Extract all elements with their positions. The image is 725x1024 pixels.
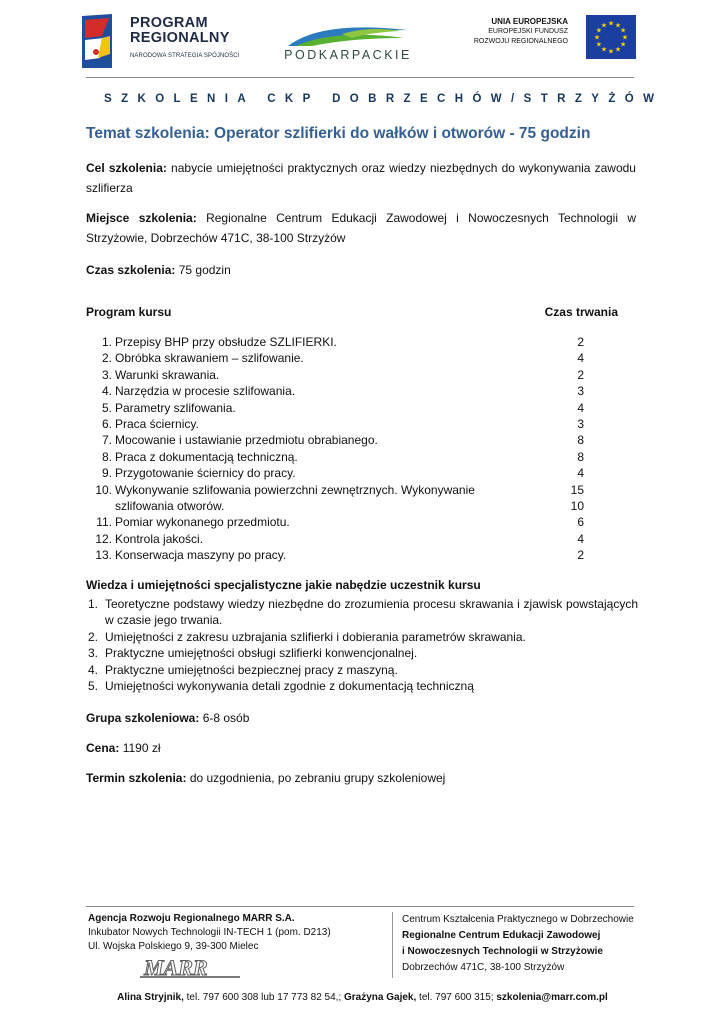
program-item: 10. Wykonywanie szlifowania powierzchni zewnętrznych. Wykonywanie szlifowania otworów. 15 10 [95, 482, 584, 514]
training-banner: SZKOLENIA CKP DOBRZECHÓW/STRZYŻÓW [104, 93, 664, 105]
place-section [86, 208, 636, 248]
program-heading: Program kursu [86, 305, 172, 319]
program-item: 1. Przepisy BHP przy obsłudze SZLIFIERKI. 2 [101, 335, 584, 349]
footer-right-line2: Regionalne Centrum Edukacji Zawodowej [402, 930, 601, 941]
eu-star-icon: ★ [614, 46, 622, 54]
eu-line1: UNIA EUROPEJSKA [491, 17, 568, 26]
term-section [86, 768, 636, 788]
program-header [86, 305, 618, 319]
contact1-name: Alina Stryjnik, [117, 992, 184, 1003]
term-text: do uzgodnienia, po zebraniu grupy szkoleniowej [189, 771, 446, 785]
podkarpackie-hills-icon [282, 22, 414, 48]
program-item: 13. Konserwacja maszyny po pracy. 2 [95, 548, 584, 563]
duration-heading: Czas trwania [544, 305, 618, 319]
footer-left-line1: Agencja Rozwoju Regionalnego MARR S.A. [88, 913, 295, 924]
footer-left-line3: Ul. Wojska Polskiego 9, 39-300 Mielec [88, 941, 259, 952]
eu-star-icon: ★ [600, 46, 608, 54]
skills-item: 1. Teoretyczne podstawy wiedzy niezbędne do zrozumienia procesu skrawania i zjawisk powstających w czasie jego trwania. [87, 597, 638, 628]
skills-item: 2. Umiejętności z zakresu uzbrajania szlifierki i dobierania parametrów skrawania. [87, 629, 526, 644]
goal-label: Cel szkolenia: [86, 161, 167, 175]
eu-star-icon: ★ [595, 41, 603, 49]
footer-left-line2: Inkubator Nowych Technologii IN-TECH 1 (pom. D213) [88, 927, 331, 938]
eu-star-icon: ★ [595, 27, 603, 35]
eu-logo [452, 15, 636, 63]
eu-star-icon: ★ [607, 20, 615, 28]
eu-star-icon: ★ [600, 22, 608, 30]
program-item: 8. Praca z dokumentacją techniczną. 8 [101, 449, 584, 464]
program-item: 6. Praca ściernicy. 3 [101, 417, 584, 432]
program-item: 5. Parametry szlifowania. 4 [101, 400, 584, 415]
price-text: 1190 zł [122, 741, 161, 755]
skills-heading: Wiedza i umiejętności specjalistyczne jakie nabędzie uczestnik kursu [86, 578, 481, 592]
group-text: 6-8 osób [202, 711, 250, 725]
place-text: Regionalne Centrum Edukacji Zawodowej i Nowoczesnych Technologii w Strzyżowie, Dobrzechów 471C, 38-100 Strzyżów [86, 211, 637, 245]
footer-left [88, 912, 331, 954]
time-section [86, 260, 636, 280]
program-item: 4. Narzędzia w procesie szlifowania. 3 [101, 384, 584, 399]
skills-item: 4. Praktyczne umiejętności bezpiecznej pracy z maszyną. [87, 662, 398, 677]
program-line3: NARODOWA STRATEGIA SPÓJNOŚCI [130, 53, 240, 59]
skills-item: 5. Umiejętności wykonywania detali zgodnie z dokumentacją techniczną [87, 679, 474, 694]
eu-star-icon: ★ [593, 34, 601, 42]
program-item: 2. Obróbka skrawaniem – szlifowanie. 4 [101, 351, 584, 366]
skills-item: 3. Praktyczne umiejętności obsługi szlifierki konwencjonalnej. [87, 646, 418, 661]
footer-divider [86, 906, 634, 907]
skills-list [86, 596, 638, 694]
contact-email: szkolenia@marr.com.pl [496, 992, 608, 1003]
program-item: 9. Przygotowanie ściernicy do pracy. 4 [101, 466, 584, 481]
footer-vertical-divider [392, 912, 393, 978]
price-section [86, 738, 636, 758]
program-regionalny-logo [82, 14, 272, 68]
page-title: Temat szkolenia: Operator szlifierki do wałków i otworów - 75 godzin [86, 125, 591, 142]
goal-section [86, 158, 636, 198]
program-item: 3. Warunki skrawania. 2 [101, 367, 584, 382]
program-item: 11. Pomiar wykonanego przedmiotu. 6 [96, 515, 584, 530]
term-label: Termin szkolenia: [86, 771, 187, 785]
marr-logo [140, 954, 240, 982]
podkarpackie-text: PODKARPACKIE [284, 48, 412, 62]
eu-star-icon: ★ [619, 41, 627, 49]
time-label: Czas szkolenia: [86, 263, 176, 277]
footer-right-line4: Dobrzechów 471C, 38-100 Strzyżów [402, 962, 565, 973]
goal-text: nabycie umiejętności praktycznych oraz wiedzy niezbędnych do wykonywania zawodu szlifierza [86, 161, 636, 195]
eu-star-icon: ★ [621, 34, 629, 42]
time-text: 75 godzin [178, 263, 231, 277]
marr-logo-text: MARR [144, 955, 208, 980]
eu-flag-icon [586, 15, 636, 59]
footer-right-line3: i Nowoczesnych Technologii w Strzyżowie [402, 946, 603, 957]
contact1-phone: tel. 797 600 308 lub 17 773 82 54,; [186, 992, 342, 1003]
page-header [0, 0, 725, 80]
program-line2: REGIONALNY [130, 30, 230, 46]
eu-star-icon: ★ [619, 27, 627, 35]
program-item: 12. Kontrola jakości. 4 [95, 531, 584, 546]
group-section [86, 708, 636, 728]
contacts-line [0, 992, 725, 1003]
footer-right-line1: Centrum Kształcenia Praktycznego w Dobrzechowie [402, 914, 634, 925]
podkarpackie-logo [282, 22, 414, 68]
price-label: Cena: [86, 741, 120, 755]
program-item: 7. Mocowanie i ustawianie przedmiotu obrabianego. 8 [101, 433, 584, 448]
program-line1: PROGRAM [130, 15, 208, 31]
group-label: Grupa szkoleniowa: [86, 711, 200, 725]
footer-right [402, 912, 634, 976]
eu-line2: EUROPEJSKI FUNDUSZ [488, 28, 568, 35]
place-label: Miejsce szkolenia: [86, 211, 197, 225]
contact2-name: Grażyna Gajek, [344, 992, 417, 1003]
header-divider [86, 77, 634, 78]
program-list [86, 334, 618, 564]
program-regionalny-flag-icon [82, 14, 126, 68]
eu-star-icon: ★ [607, 48, 615, 56]
contact2-phone: tel. 797 600 315; [419, 992, 494, 1003]
eu-line3: ROZWOJU REGIONALNEGO [473, 38, 568, 45]
eu-star-icon: ★ [614, 22, 622, 30]
